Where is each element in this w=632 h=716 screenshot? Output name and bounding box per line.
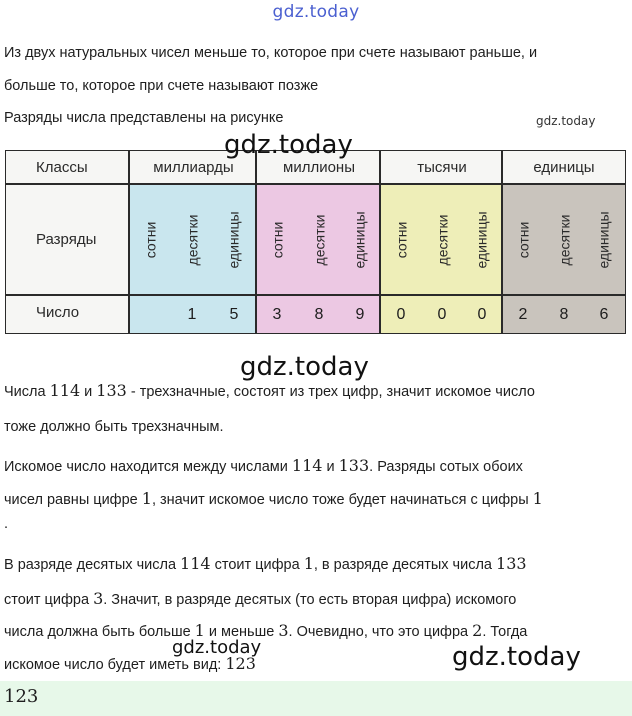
text-run: и меньше xyxy=(204,624,279,640)
math-number: 133 xyxy=(496,554,527,573)
math-number: 1 xyxy=(303,554,314,573)
text-run: стоит цифра xyxy=(4,592,94,608)
digit-cell: 2 xyxy=(518,306,528,323)
math-number: 2 xyxy=(472,621,483,640)
rank-cell xyxy=(340,185,380,295)
paragraph-line xyxy=(4,381,630,402)
text-run: и xyxy=(80,384,97,400)
rank-cell xyxy=(544,185,584,295)
math-number: 114 xyxy=(49,381,81,400)
watermark-bottom-small: gdz.today xyxy=(172,637,262,658)
math-number: 1 xyxy=(194,621,205,640)
math-number: 1 xyxy=(141,489,152,508)
watermark-middle: gdz.today xyxy=(240,352,369,382)
rank-cell xyxy=(462,185,502,295)
rank-label: единицы xyxy=(474,211,491,269)
rank-label: десятки xyxy=(434,214,450,266)
digit-cell: 0 xyxy=(477,306,487,323)
row-label-classes: Классы xyxy=(36,159,88,176)
digit-cell xyxy=(130,296,170,333)
paragraph-line xyxy=(4,621,630,642)
rank-cell xyxy=(130,185,170,295)
class-billions: миллиарды xyxy=(153,159,234,176)
rank-cell xyxy=(503,185,543,295)
text-run: Искомое число находится между числами xyxy=(4,459,292,475)
watermark-top: gdz.today xyxy=(272,2,360,22)
row-label-number: Число xyxy=(36,304,80,321)
watermark-table: gdz.today xyxy=(224,130,353,160)
watermark-small: gdz.today xyxy=(536,114,596,128)
paragraph-line xyxy=(4,589,630,610)
digit-cell: 8 xyxy=(314,306,324,323)
rank-cell xyxy=(381,185,421,295)
paragraph-line: больше то, которое при счете называют позже xyxy=(4,78,319,94)
text-run: . Очевидно, что это цифра xyxy=(288,624,473,640)
text-run: Числа xyxy=(4,384,50,400)
answer-box xyxy=(0,681,632,716)
rank-cell xyxy=(422,185,462,295)
rank-label: единицы xyxy=(226,211,243,269)
math-number: 133 xyxy=(96,381,127,400)
paragraph-line: . xyxy=(4,516,9,532)
text-run: чисел равны цифре xyxy=(4,492,142,508)
rank-label: десятки xyxy=(311,214,327,266)
paragraph-line: Разряды числа представлены на рисунке xyxy=(4,110,284,126)
digit-cell: 9 xyxy=(355,306,365,323)
paragraph-line xyxy=(4,554,630,575)
rank-label: сотни xyxy=(141,221,158,259)
math-number: 133 xyxy=(338,456,370,475)
number-ranks-table xyxy=(5,150,626,334)
digit-cell: 5 xyxy=(229,306,239,323)
digit-cell: 8 xyxy=(559,306,569,323)
text-run: . Разряды сотых обоих xyxy=(369,459,523,475)
rank-cell xyxy=(584,185,624,295)
math-number: 114 xyxy=(291,456,323,475)
rank-label: единицы xyxy=(596,211,613,269)
text-run: - трехзначные, состоят из трех цифр, значит искомое число xyxy=(126,384,535,400)
row-label-ranks: Разряды xyxy=(36,231,97,248)
math-number: 114 xyxy=(180,554,211,573)
digit-cell: 6 xyxy=(599,306,609,323)
rank-label: десятки xyxy=(184,214,200,266)
text-run: и xyxy=(322,459,339,475)
rank-label: десятки xyxy=(556,214,572,266)
digit-cell: 0 xyxy=(437,306,447,323)
answer-value: 123 xyxy=(4,686,39,707)
text-run: стоит цифра xyxy=(210,557,304,573)
rank-label: сотни xyxy=(268,221,285,259)
class-millions: миллионы xyxy=(283,159,355,176)
digit-cell: 1 xyxy=(187,306,197,323)
text-run: . Значит, в разряде десятых (то есть вторая цифра) искомого xyxy=(103,592,517,608)
paragraph-line: Из двух натуральных чисел меньше то, которое при счете называют раньше, и xyxy=(4,45,538,61)
rank-cell xyxy=(214,185,254,295)
text-run: , в разряде десятых числа xyxy=(313,557,497,573)
text-run: числа должна быть больше xyxy=(4,624,195,640)
rank-cell xyxy=(299,185,339,295)
rank-cell xyxy=(172,185,212,295)
watermark-bottom: gdz.today xyxy=(452,642,581,672)
text-run: , значит искомое число тоже будет начинаться с цифры xyxy=(151,492,533,508)
paragraph-line xyxy=(4,456,630,477)
text-run: искомое число будет иметь вид: xyxy=(4,657,226,673)
text-run: . Тогда xyxy=(482,624,528,640)
class-units: единицы xyxy=(533,159,595,176)
rank-label: единицы xyxy=(352,211,369,269)
digit-cell: 0 xyxy=(396,306,406,323)
rank-label: сотни xyxy=(514,221,531,259)
math-number: 3 xyxy=(278,621,289,640)
paragraph-line xyxy=(4,489,630,510)
math-number: 3 xyxy=(93,589,104,608)
math-number: 123 xyxy=(225,654,256,673)
paragraph-line: тоже должно быть трехзначным. xyxy=(4,419,224,435)
class-thousands: тысячи xyxy=(417,159,467,176)
math-number: 1 xyxy=(532,489,543,508)
text-run: В разряде десятых числа xyxy=(4,557,181,573)
rank-cell xyxy=(257,185,297,295)
digit-cell: 3 xyxy=(272,306,282,323)
rank-label: сотни xyxy=(392,221,409,259)
